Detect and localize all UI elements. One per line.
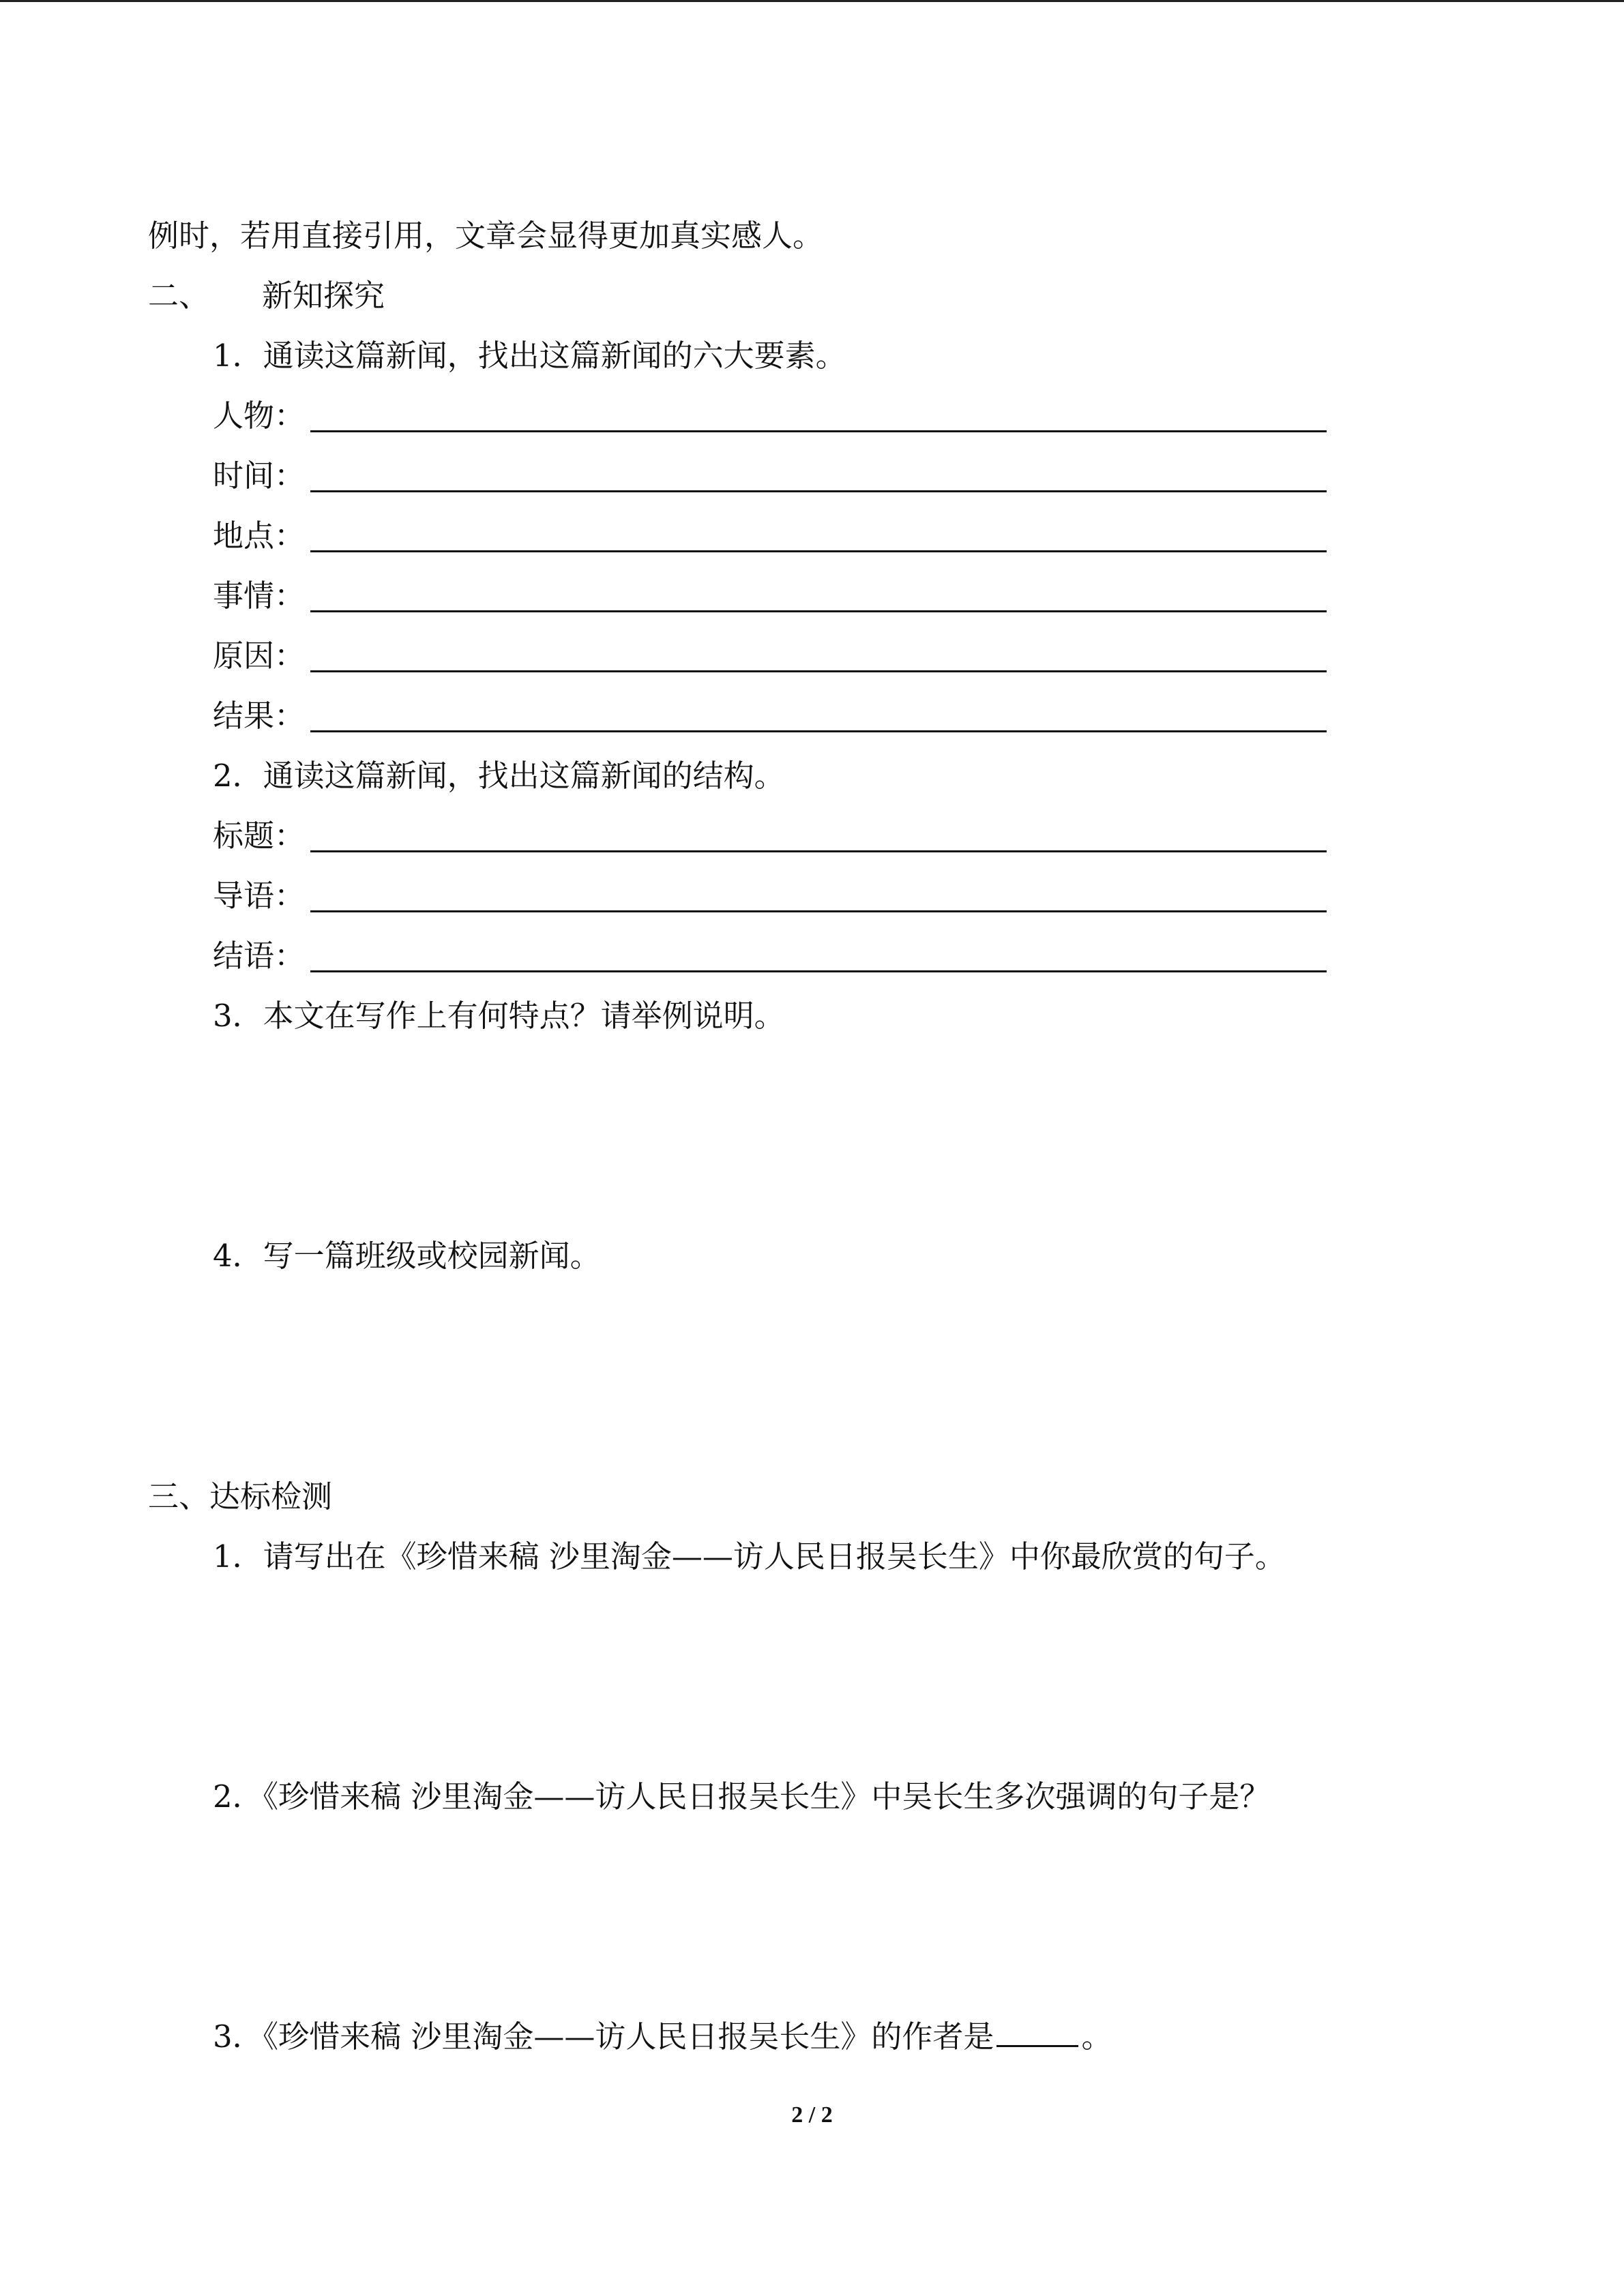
answer-line-title[interactable]: [310, 850, 1327, 852]
section3-heading: 三、达标检测: [148, 1478, 333, 1515]
question-3-3-end: 。: [1081, 2018, 1112, 2055]
question-2-4: 4．写一篇班级或校园新闻。: [213, 1238, 601, 1274]
question-2-3: 3．本文在写作上有何特点？请举例说明。: [213, 998, 785, 1034]
element-label-cause: 原因：: [213, 638, 306, 674]
intro-continuation: 例时，若用直接引用，文章会显得更加真实感人。: [148, 218, 824, 254]
answer-line-lead[interactable]: [310, 910, 1327, 912]
question-3-2: 2．《珍惜来稿 沙里淘金——访人民日报吴长生》中吴长生多次强调的句子是？: [213, 1778, 1271, 1815]
element-label-event: 事情：: [213, 578, 306, 614]
structure-label-title: 标题：: [213, 818, 306, 854]
element-label-place: 地点：: [213, 518, 306, 554]
answer-line-people[interactable]: [310, 430, 1327, 432]
answer-line-event[interactable]: [310, 610, 1327, 612]
question-2-2: 2．通读这篇新闻，找出这篇新闻的结构。: [213, 758, 785, 794]
answer-line-conclusion[interactable]: [310, 970, 1327, 972]
question-3-3: [213, 2018, 1112, 2056]
top-border: [0, 0, 1624, 2]
answer-line-time[interactable]: [310, 490, 1327, 492]
answer-line-result[interactable]: [310, 730, 1327, 732]
structure-label-lead: 导语：: [213, 878, 306, 914]
question-3-1: 1．请写出在《珍惜来稿 沙里淘金——访人民日报吴长生》中你最欣赏的句子。: [213, 1538, 1286, 1575]
question-2-1: 1．通读这篇新闻，找出这篇新闻的六大要素。: [213, 338, 846, 374]
answer-line-place[interactable]: [310, 550, 1327, 552]
element-label-time: 时间：: [213, 458, 306, 494]
element-label-people: 人物：: [213, 398, 306, 434]
element-label-result: 结果：: [213, 698, 306, 734]
answer-line-cause[interactable]: [310, 670, 1327, 672]
page-number: 2 / 2: [791, 2102, 833, 2128]
question-3-3-text: 3．《珍惜来稿 沙里淘金——访人民日报吴长生》的作者是: [213, 2018, 994, 2055]
structure-label-conclusion: 结语：: [213, 938, 306, 974]
section2-number: 二、: [148, 278, 210, 314]
section2-title: 新知探究: [262, 278, 385, 314]
author-blank[interactable]: [996, 2018, 1078, 2047]
